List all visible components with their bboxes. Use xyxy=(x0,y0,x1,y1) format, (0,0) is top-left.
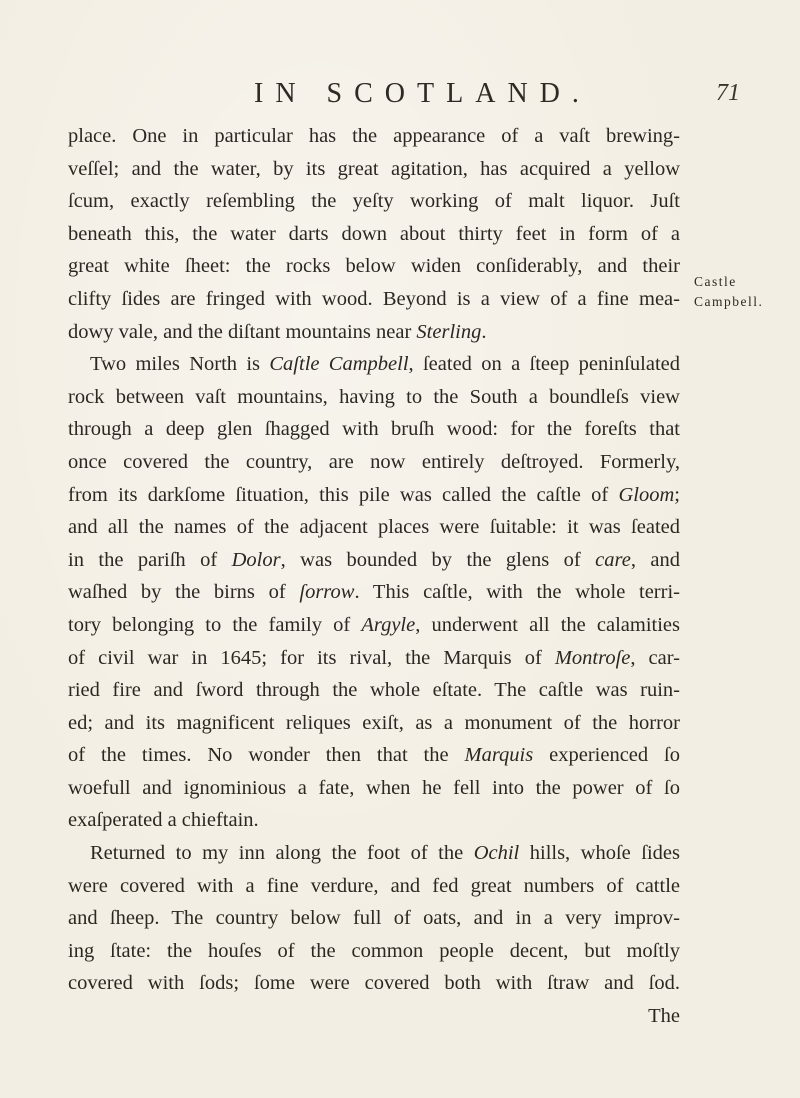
marginal-note-line1: Castle xyxy=(694,274,737,289)
text-line: tory belonging to the family of Argyle, underwent all the calamities xyxy=(68,613,680,636)
text-line: woefull and ignominious a fate, when he fell into the power of ſo xyxy=(68,776,680,799)
text-line-paragraph-start: Returned to my inn along the foot of the Ochil hills, whoſe ſides xyxy=(90,842,680,865)
text-line: beneath this, the water darts down about thirty feet in form of a xyxy=(68,222,680,245)
text-line: ried fire and ſword through the whole eſtate. The caſtle was ruin- xyxy=(68,679,680,702)
running-head-title: IN SCOTLAND. xyxy=(254,78,591,109)
text-line: covered with ſods; ſome were covered both with ſtraw and ſod. xyxy=(68,972,680,995)
text-line: and all the names of the adjacent places were ſuitable: it was ſeated xyxy=(68,516,680,539)
marginal-note xyxy=(694,272,798,312)
italic-montrose: Montroſe xyxy=(554,646,631,669)
text-line: of the times. No wonder then that the Marquis experienced ſo xyxy=(68,744,680,767)
text-line: clifty ſides are fringed with wood. Beyond is a view of a fine mea- xyxy=(68,287,680,310)
marginal-note-line2: Campbell. xyxy=(694,294,764,309)
body-text xyxy=(68,120,680,1033)
text-line: veſſel; and the water, by its great agitation, has acquired a yellow xyxy=(68,157,680,180)
italic-sorrow: ſorrow xyxy=(299,581,355,604)
text-line: ed; and its magnificent reliques exiſt, as a monument of the horror xyxy=(68,711,680,734)
text-line: once covered the country, are now entirely deſtroyed. Formerly, xyxy=(68,450,680,473)
place-name-sterling: Sterling xyxy=(416,320,482,343)
text-line: ing ſtate: the houſes of the common people decent, but moſtly xyxy=(68,939,680,962)
text-line: in the pariſh of Dolor, was bounded by the glens of care, and xyxy=(68,548,680,571)
running-head xyxy=(0,78,800,118)
text-line: through a deep glen ſhagged with bruſh wood: for the foreſts that xyxy=(68,418,680,441)
italic-gloom: Gloom xyxy=(618,483,675,506)
page-number: 71 xyxy=(716,80,740,106)
text-line: place. One in particular has the appearance of a vaſt brewing- xyxy=(68,125,680,147)
text-line-paragraph-start: Two miles North is Caſtle Campbell, ſeated on a ſteep peninſulated xyxy=(90,353,680,376)
text-line: exaſperated a chieftain. xyxy=(68,809,259,832)
italic-argyle: Argyle xyxy=(361,613,416,636)
text-line: of civil war in 1645; for its rival, the Marquis of Montroſe, car- xyxy=(68,646,680,669)
italic-dolor: Dolor xyxy=(231,548,281,571)
italic-marquis: Marquis xyxy=(464,744,534,767)
place-name-castle-campbell: Caſtle Campbell xyxy=(269,353,409,376)
text-line: were covered with a fine verdure, and fed great numbers of cattle xyxy=(68,874,680,897)
text-line: waſhed by the birns of ſorrow. This caſtle, with the whole terri- xyxy=(68,581,680,604)
italic-ochil: Ochil xyxy=(473,842,520,865)
text-line: and ſheep. The country below full of oats, and in a very improv- xyxy=(68,907,680,930)
text-line: ſcum, exactly reſembling the yeſty working of malt liquor. Juſt xyxy=(68,190,680,213)
text-line: rock between vaſt mountains, having to the South a boundleſs view xyxy=(68,385,680,408)
text-line: from its darkſome ſituation, this pile was called the caſtle of Gloom; xyxy=(68,483,680,506)
text-line: great white ſheet: the rocks below widen conſiderably, and their xyxy=(68,255,680,278)
text-line: dowy vale, and the diſtant mountains near Sterling. xyxy=(68,320,487,343)
italic-care: care xyxy=(595,548,631,571)
catchword: The xyxy=(648,1005,680,1028)
